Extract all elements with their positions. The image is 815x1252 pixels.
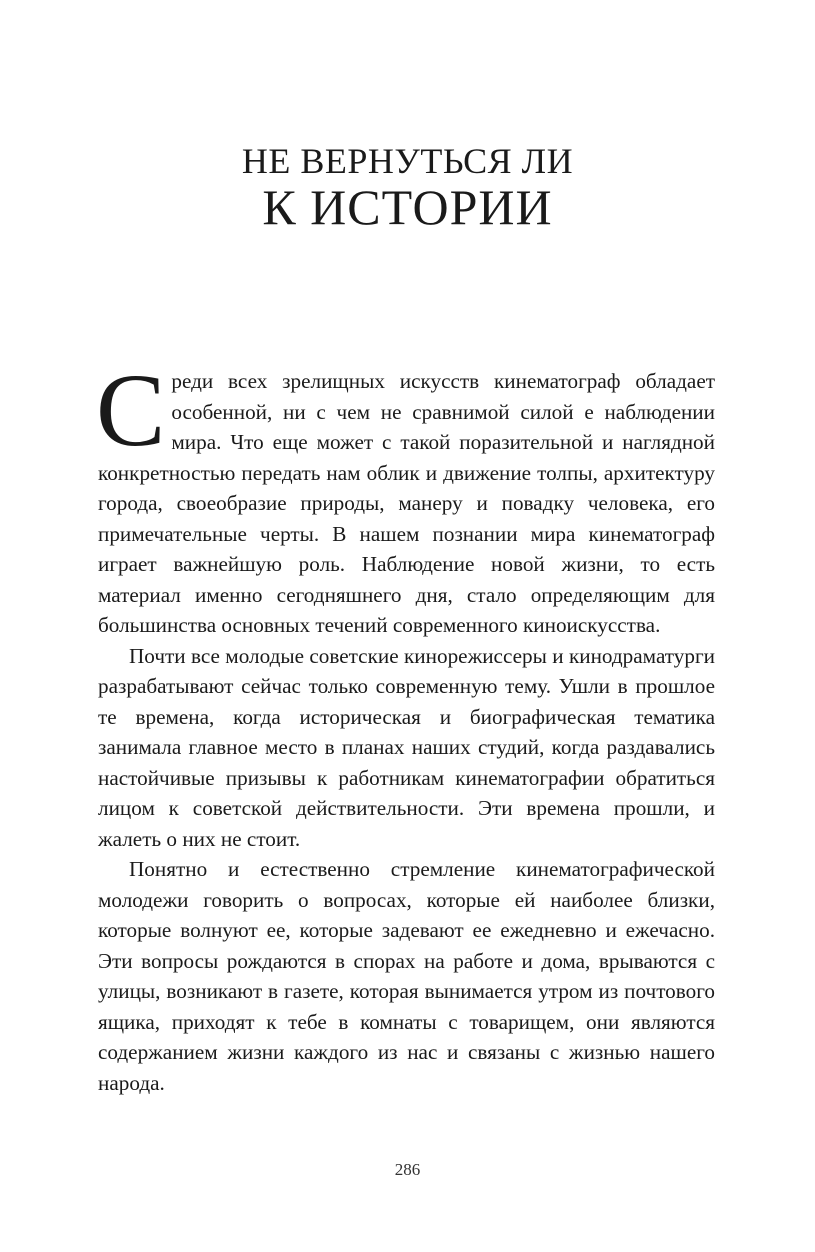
drop-cap: С (96, 353, 166, 468)
paragraph-3: Понятно и естественно стремление кинематографической молодежи говорить о вопросах, которые ей наиболее близки, которые волнуют ее, которые задевают ее ежедневно и ежечасно. Эти вопросы рождаются в спорах на работе и дома, врываются с улицы, возникают в газете, которая вынимается утром из почтового ящика, приходят к тебе в комнаты с товарищем, они являются содержанием жизни каждого из нас и связаны с жизнью нашего народа. (98, 857, 715, 1095)
paragraph-1 (96, 353, 715, 641)
chapter-body (96, 353, 715, 1098)
chapter-title-line-2: К ИСТОРИИ (262, 179, 553, 235)
chapter-title-line-1: НЕ ВЕРНУТЬСЯ ЛИ (241, 141, 574, 181)
paragraph-2: Почти все молодые советские кинорежиссеры и кинодраматурги разрабатывают сейчас только современную тему. Ушли в прошлое те времена, когда историческая и биографическая тематика занимала главное место в планах наших студий, когда раздавались настойчивые призывы к работникам кинематографии обратиться лицом к советской действительности. Эти времена прошли, и жалеть о них не стоит. (98, 643, 715, 851)
page-number: 286 (394, 1160, 421, 1179)
paragraph-1-text: реди всех зрелищных искусств кинематограф обладает особенной, ни с чем не сравнимой силой е наблюдении мира. Что еще может с такой поразительной и наглядной конкретностью передать нам облик и движение толпы, архитектуру города, своеобразие природы, манеру и повадку человека, его примечательные черты. В нашем познании мира кинематограф играет важнейшую роль. Наблюдение новой жизни, то есть материал именно сегодняшнего дня, стало определяющим для большинства основных течений современного киноискусства. (98, 369, 715, 637)
